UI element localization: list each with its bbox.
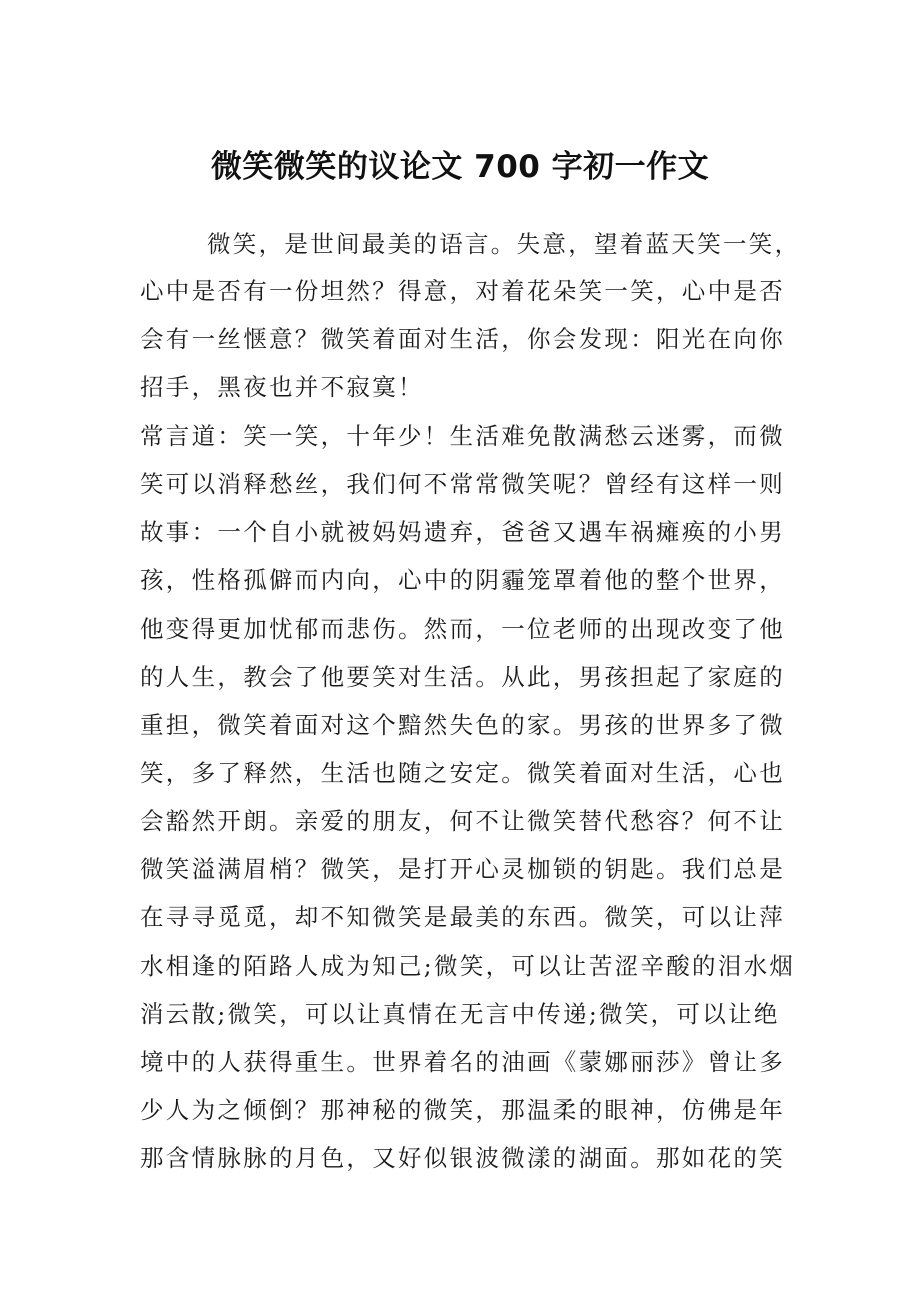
text-line-16: 水相逢的陌路人成为知己;微笑，可以让苦涩辛酸的泪水烟 [140, 952, 796, 980]
text-line-5: 常言道：笑一笑，十年少！生活难免散满愁云迷雾，而微 [140, 422, 785, 450]
document-title: 微笑微笑的议论文 700 字初一作文 [210, 149, 710, 185]
text-line-20: 那含情脉脉的月色，又好似银波微漾的湖面。那如花的笑 [140, 1144, 785, 1172]
text-line-19: 少人为之倾倒？那神秘的微笑，那温柔的眼神，仿佛是年 [140, 1096, 785, 1124]
text-line-13: 会豁然开朗。亲爱的朋友，何不让微笑替代愁容？何不让 [140, 807, 785, 835]
text-line-7: 故事：一个自小就被妈妈遗弃，爸爸又遇车祸瘫痪的小男 [140, 518, 785, 546]
text-line-1: 微笑，是世间最美的语言。失意，望着蓝天笑一笑， [207, 230, 801, 258]
text-line-8: 孩，性格孤僻而内向，心中的阴霾笼罩着他的整个世界， [140, 566, 785, 594]
text-line-15: 在寻寻觅觅，却不知微笑是最美的东西。微笑，可以让萍 [140, 903, 785, 931]
text-line-17: 消云散;微笑，可以让真情在无言中传递;微笑，可以让绝 [140, 1000, 780, 1028]
text-line-4: 招手，黑夜也并不寂寞！ [140, 373, 424, 401]
text-line-3: 会有一丝惬意？微笑着面对生活，你会发现：阳光在向你 [140, 325, 785, 353]
text-line-10: 的人生，教会了他要笑对生活。从此，男孩担起了家庭的 [140, 663, 785, 691]
text-line-2: 心中是否有一份坦然？得意，对着花朵笑一笑，心中是否 [140, 277, 785, 305]
text-line-14: 微笑溢满眉梢？微笑，是打开心灵枷锁的钥匙。我们总是 [140, 855, 785, 883]
text-line-18: 境中的人获得重生。世界着名的油画《蒙娜丽莎》曾让多 [140, 1048, 785, 1076]
text-line-11: 重担，微笑着面对这个黯然失色的家。男孩的世界多了微 [140, 711, 785, 739]
text-line-12: 笑，多了释然，生活也随之安定。微笑着面对生活，心也 [140, 759, 785, 787]
text-line-6: 笑可以消释愁丝，我们何不常常微笑呢？曾经有这样一则 [140, 470, 785, 498]
text-line-9: 他变得更加忧郁而悲伤。然而，一位老师的出现改变了他 [140, 615, 785, 643]
